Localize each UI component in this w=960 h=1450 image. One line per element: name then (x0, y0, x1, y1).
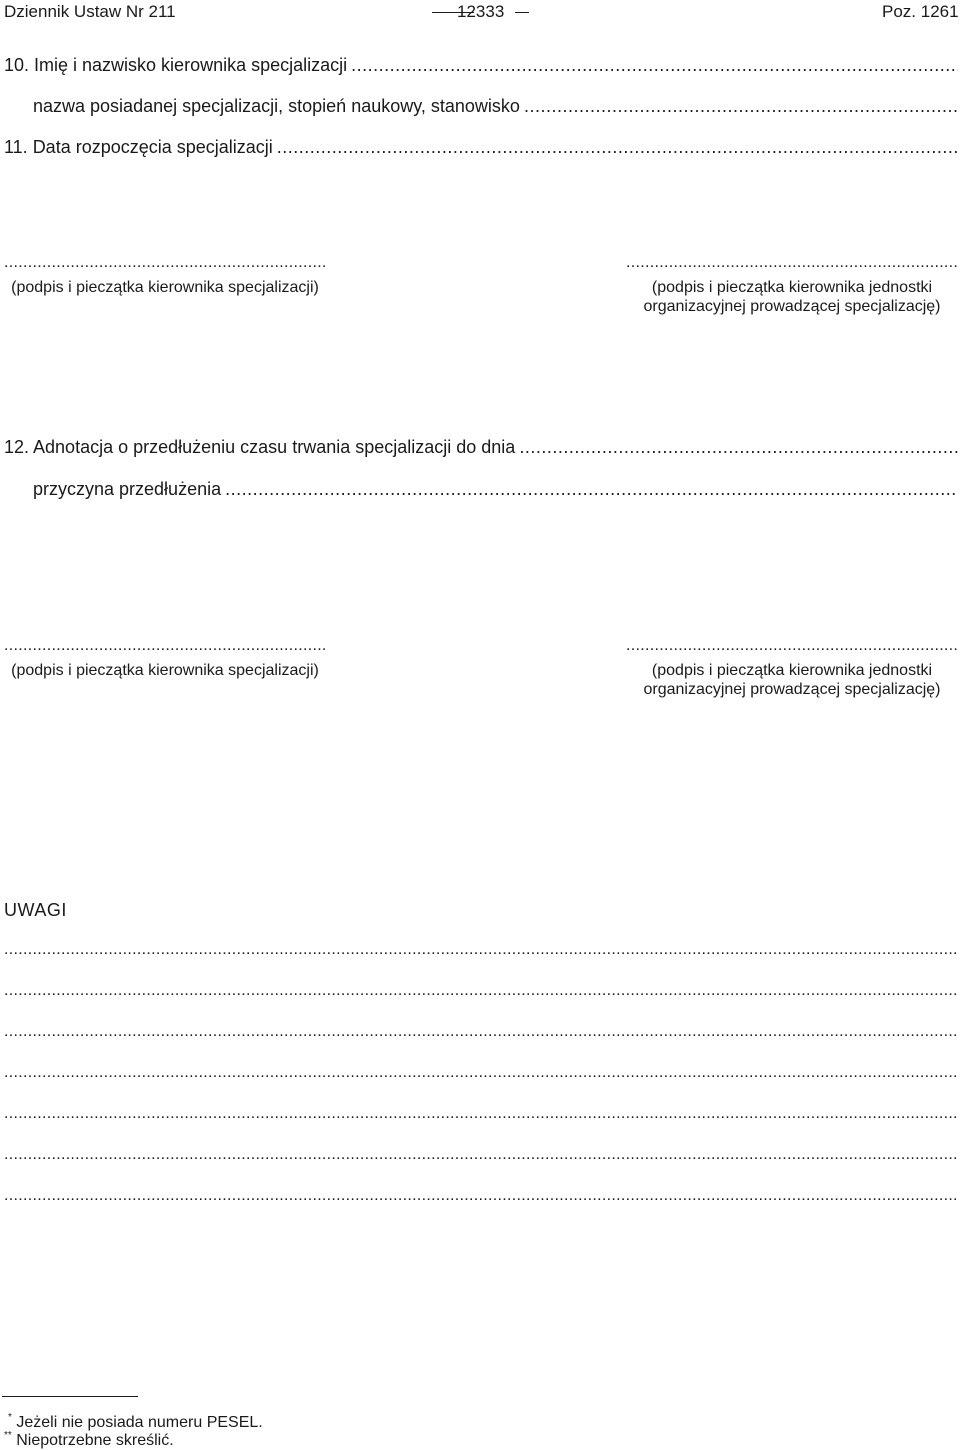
signature-caption-unit-head-2-line1: (podpis i pieczątka kierownika jednostki (651, 662, 933, 679)
signature-caption-supervisor: (podpis i pieczątka kierownika specjalizacji) (11, 279, 319, 296)
fill-line (225, 478, 958, 500)
fill-line (277, 136, 958, 158)
remarks-line (4, 1151, 958, 1163)
fill-line (351, 54, 958, 76)
signature-caption-unit-head-line2: organizacyjnej prowadzącej specjalizację) (643, 298, 941, 315)
remarks-line (4, 946, 958, 958)
signature-caption-unit-head-2-line2: organizacyjnej prowadzącej specjalizację) (643, 681, 941, 698)
remarks-line (4, 1069, 958, 1081)
signature-caption-unit-head-line1: (podpis i pieczątka kierownika jednostki (651, 279, 933, 296)
field-start-date (4, 136, 958, 158)
position-number: Poz. 1261 (882, 2, 959, 21)
field-extension-reason-label: przyczyna przedłużenia (33, 479, 222, 499)
signature-line-supervisor (4, 258, 326, 272)
remarks-line (4, 987, 958, 999)
remarks-line (4, 1028, 958, 1040)
header-dash-right (515, 12, 529, 13)
remarks-line (4, 1192, 958, 1204)
field-supervisor-specialization-label: nazwa posiadanej specjalizacji, stopień naukowy, stanowisko (33, 96, 520, 116)
footnote-1-text: Jeżeli nie posiada numeru PESEL. (16, 1414, 263, 1431)
fill-line (524, 95, 958, 117)
footnote-1-mark: * (8, 1412, 12, 1423)
journal-title: Dziennik Ustaw Nr 211 (4, 2, 176, 21)
field-start-date-label: 11. Data rozpoczęcia specjalizacji (4, 137, 273, 157)
footnote-2-mark: ** (4, 1430, 12, 1441)
field-supervisor-name (4, 54, 958, 76)
signature-line-unit-head (626, 258, 958, 272)
field-supervisor-name-label: 10. Imię i nazwisko kierownika specjalizacji (4, 55, 348, 75)
field-extension-reason (33, 478, 958, 500)
remarks-line (4, 1110, 958, 1122)
footnote-separator (2, 1396, 138, 1397)
fill-line (519, 436, 958, 458)
field-extension-date-label: 12. Adnotacja o przedłużeniu czasu trwania specjalizacji do dnia (4, 437, 516, 457)
field-supervisor-specialization (33, 95, 958, 117)
page-number: 12333 (457, 2, 505, 21)
remarks-title: UWAGI (4, 900, 67, 920)
field-extension-date (4, 436, 958, 458)
signature-line-supervisor-2 (4, 641, 326, 655)
signature-caption-supervisor-2: (podpis i pieczątka kierownika specjalizacji) (11, 662, 319, 679)
footnote-2-text: Niepotrzebne skreślić. (16, 1432, 174, 1449)
signature-line-unit-head-2 (626, 641, 958, 655)
